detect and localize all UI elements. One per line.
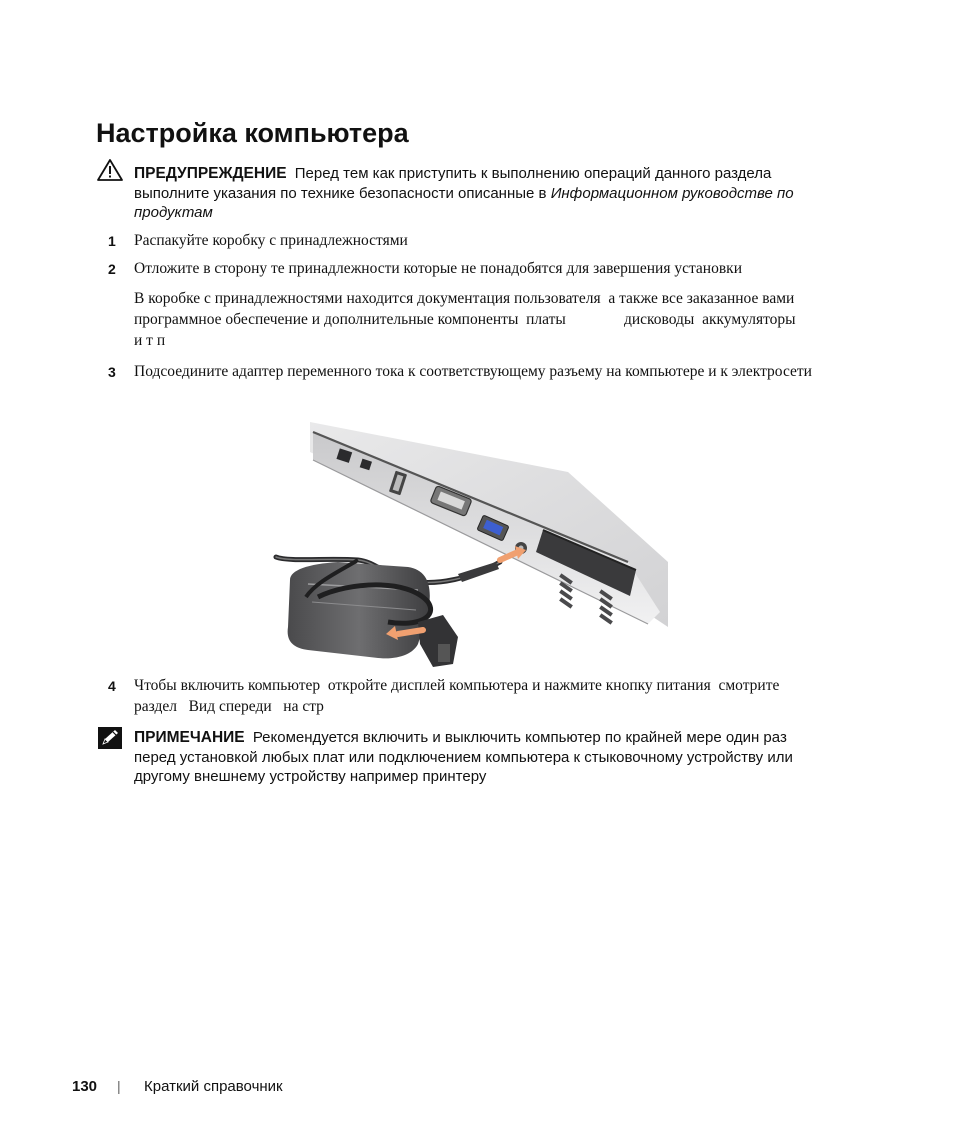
warning-line-2 [134,184,854,204]
note-text-2: перед установкой любых плат или подключением компьютера к стыковочному устройству или [134,748,793,766]
warning-label: ПРЕДУПРЕЖДЕНИЕ [134,165,287,182]
footer-title: Краткий справочник [144,1078,283,1095]
warning-text-3: продуктам [134,204,213,221]
step-4-text-line-2: раздел Вид спереди на стр [134,698,324,715]
note-text-3: другому внешнему устройству например принтеру [134,768,487,785]
step-4-text-line-1: Чтобы включить компьютер откройте дисплей компьютера и нажмите кнопку питания смотрите [134,677,780,694]
note-text-1: Рекомендуется включить и выключить компьютер по крайней мере один раз [252,729,787,746]
step-2-number: 2 [108,261,116,277]
step-2-para-line-1: В коробке с принадлежностями находится документация пользователя а также все заказанное вами [134,290,795,307]
step-2-para-line-3: и т п [134,332,166,349]
page-title: Настройка компьютера [96,118,409,148]
warning-notice [134,164,854,223]
note-label: ПРИМЕЧАНИЕ [134,729,245,746]
step-4-number: 4 [108,678,116,694]
note-line-1 [134,728,854,748]
step-3-text: Подсоедините адаптер переменного тока к соответствующему разъему на компьютере и к электросети [134,363,812,380]
warning-text-2b: Информационном руководстве по [550,184,794,202]
step-2-para-line-2: программное обеспечение и дополнительные компоненты платы дисководы аккумуляторы [134,311,796,328]
step-1-number: 1 [108,233,116,249]
warning-line-1 [134,164,854,184]
step-3-number: 3 [108,364,116,380]
note-pencil-icon [98,727,122,749]
step-2-paragraph [134,288,864,351]
step-2-text: Отложите в сторону те принадлежности которые не понадобятся для завершения установки [134,260,742,277]
ac-adapter-connection-illustration [268,412,668,680]
step-1-text: Распакуйте коробку с принадлежностями [134,232,408,249]
warning-text-2a: выполните указания по технике безопасности описанные в [134,184,547,202]
footer-separator: | [117,1078,121,1094]
warning-text-1: Перед тем как приступить к выполнению операций данного раздела [294,165,772,182]
page-number: 130 [72,1078,98,1095]
warning-triangle-icon [96,158,124,182]
step-4-text [134,675,864,717]
note-notice [134,728,854,787]
